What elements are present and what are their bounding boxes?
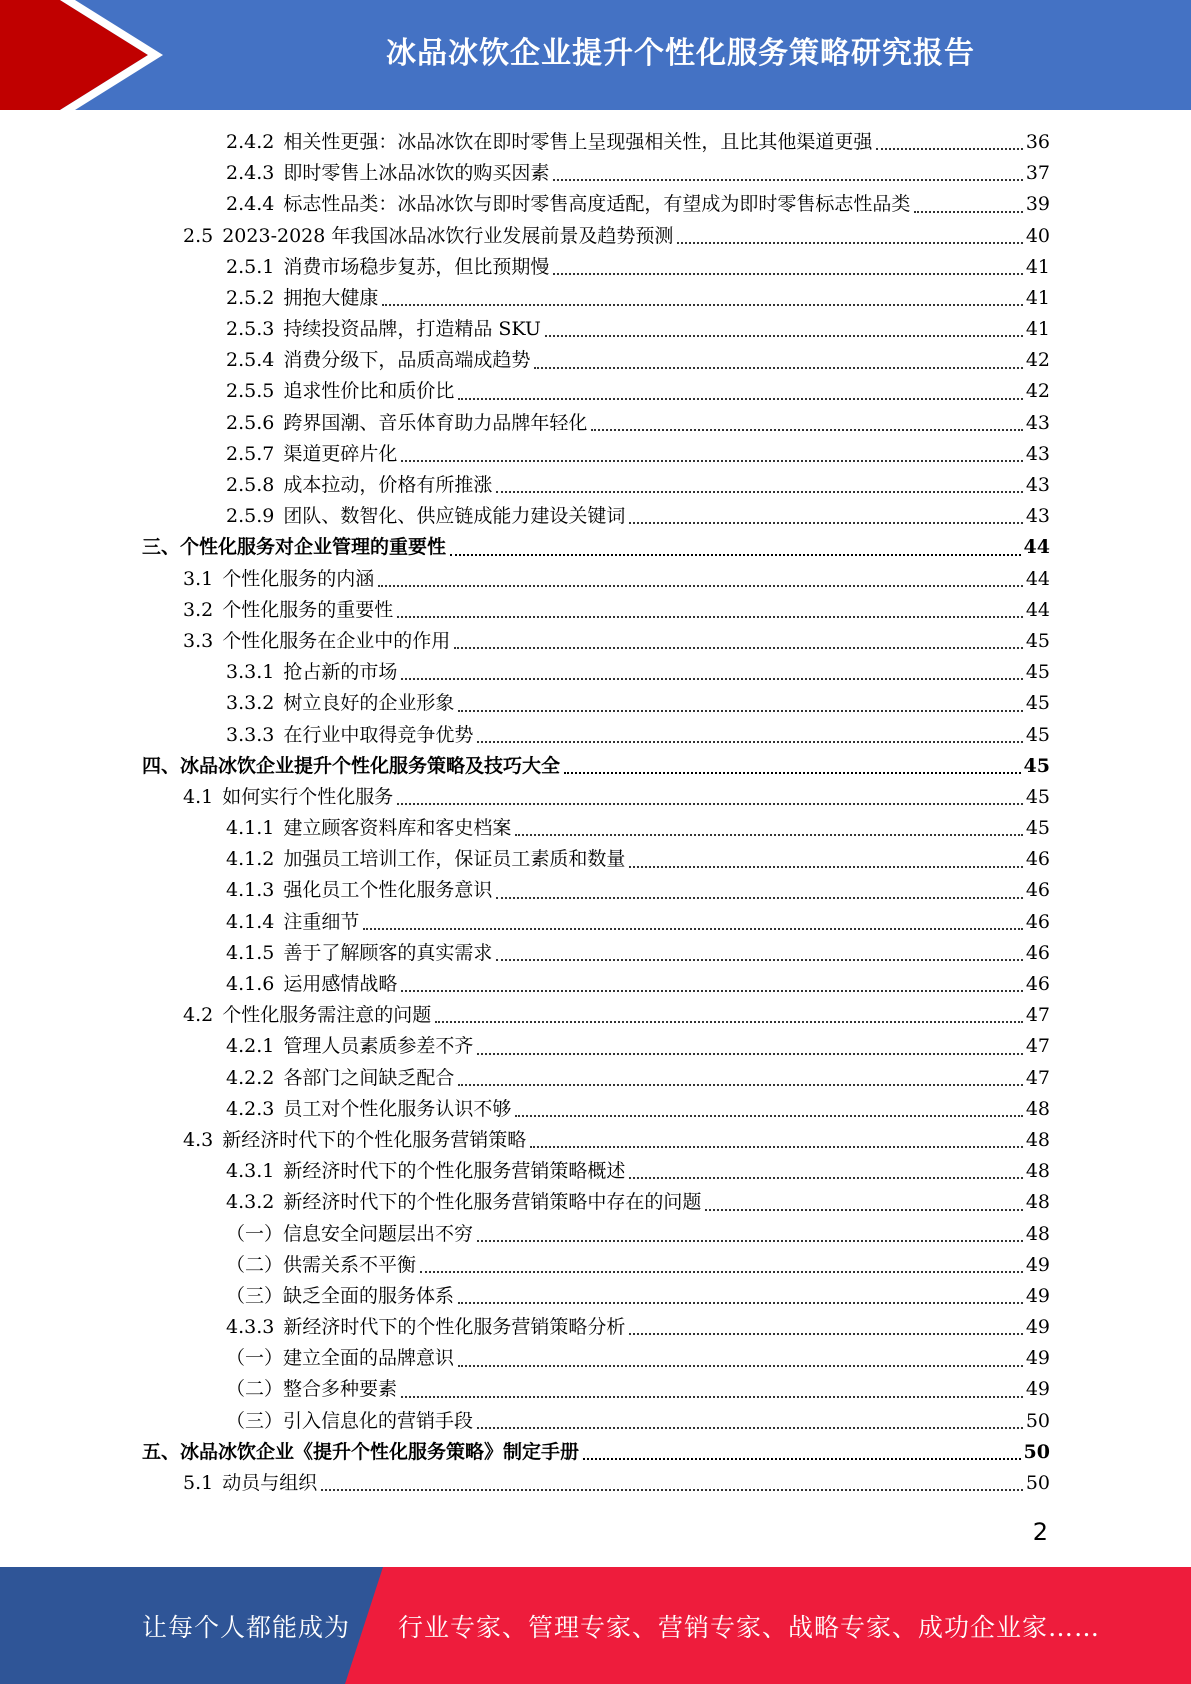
toc-entry-page: 45 xyxy=(1025,692,1050,715)
toc-dot-leader xyxy=(629,1176,1022,1179)
toc-entry-title: 新经济时代下的个性化服务营销策略概述 xyxy=(283,1160,626,1183)
toc-entry-title: 新经济时代下的个性化服务营销策略中存在的问题 xyxy=(283,1191,702,1214)
toc-entry-title: （二）供需关系不平衡 xyxy=(226,1253,417,1276)
toc-entry[interactable] xyxy=(142,813,1050,844)
toc-entry-page: 47 xyxy=(1025,1004,1050,1027)
toc-entry[interactable] xyxy=(142,252,1050,283)
toc-dot-leader xyxy=(629,521,1022,524)
toc-entry[interactable] xyxy=(142,1343,1050,1374)
toc-entry-number: 2.5.7 xyxy=(226,442,275,465)
toc-entry-title: 善于了解顾客的真实需求 xyxy=(283,941,493,964)
toc-dot-leader xyxy=(496,958,1022,961)
toc-entry-page: 48 xyxy=(1025,1097,1050,1120)
toc-entry-number: 5.1 xyxy=(183,1472,214,1495)
toc-dot-leader xyxy=(534,366,1022,369)
toc-entry[interactable] xyxy=(142,751,1050,782)
toc-dot-leader xyxy=(583,1457,1021,1460)
toc-entry[interactable] xyxy=(142,501,1050,532)
toc-entry-page: 36 xyxy=(1025,130,1050,153)
toc-entry-title: 注重细节 xyxy=(283,910,360,933)
toc-entry-number: 4.1 xyxy=(183,785,214,808)
toc-entry-title: 跨界国潮、音乐体育助力品牌年轻化 xyxy=(283,411,588,434)
toc-entry-page: 45 xyxy=(1025,723,1050,746)
toc-dot-leader xyxy=(477,1426,1023,1429)
toc-entry[interactable] xyxy=(142,1125,1050,1156)
toc-entry-number: 2.5.4 xyxy=(226,349,275,372)
toc-dot-leader xyxy=(401,1395,1023,1398)
toc-entry-number: 2.5.8 xyxy=(226,474,275,497)
toc-entry-number: 4.3.1 xyxy=(226,1160,275,1183)
toc-entry-title: 员工对个性化服务认识不够 xyxy=(283,1097,512,1120)
toc-dot-leader xyxy=(591,428,1022,431)
toc-entry-number: 2.4.2 xyxy=(226,130,275,153)
toc-entry-title: 运用感情战略 xyxy=(283,973,398,996)
toc-entry[interactable] xyxy=(142,969,1050,1000)
toc-dot-leader xyxy=(496,490,1022,493)
toc-entry-number: 4.3.3 xyxy=(226,1316,275,1339)
toc-entry-title: 渠道更碎片化 xyxy=(283,442,398,465)
toc-entry[interactable] xyxy=(142,657,1050,688)
toc-entry-title: 四、冰品冰饮企业提升个性化服务策略及技巧大全 xyxy=(142,754,561,777)
toc-entry-title: 消费市场稳步复苏，但比预期慢 xyxy=(283,255,550,278)
toc-dot-leader xyxy=(458,1083,1022,1086)
toc-dot-leader xyxy=(677,241,1022,244)
toc-entry[interactable] xyxy=(142,1094,1050,1125)
toc-entry-page: 44 xyxy=(1025,567,1050,590)
toc-dot-leader xyxy=(876,147,1022,150)
toc-entry-title: 个性化服务的内涵 xyxy=(222,567,375,590)
toc-entry-number: 4.3 xyxy=(183,1128,214,1151)
toc-entry-number: 4.2 xyxy=(183,1004,214,1027)
toc-entry[interactable] xyxy=(142,408,1050,439)
toc-entry-title: 个性化服务需注意的问题 xyxy=(222,1004,432,1027)
toc-dot-leader xyxy=(397,802,1023,805)
toc-entry-page: 45 xyxy=(1025,785,1050,808)
toc-entry-number: 4.2.1 xyxy=(226,1035,275,1058)
toc-entry[interactable] xyxy=(142,1437,1050,1468)
toc-entry[interactable] xyxy=(142,1000,1050,1031)
toc-entry-page: 48 xyxy=(1025,1191,1050,1214)
toc-entry-number: 4.1.1 xyxy=(226,817,275,840)
toc-dot-leader xyxy=(705,1208,1022,1211)
toc-dot-leader xyxy=(450,553,1021,556)
toc-entry-title: 在行业中取得竞争优势 xyxy=(283,723,474,746)
toc-entry[interactable] xyxy=(142,907,1050,938)
toc-entry-title: 拥抱大健康 xyxy=(283,286,379,309)
toc-dot-leader xyxy=(477,1239,1023,1242)
toc-entry-number: 4.2.2 xyxy=(226,1066,275,1089)
toc-entry-number: 3.1 xyxy=(183,567,214,590)
page-number: 2 xyxy=(1032,1518,1048,1546)
toc-entry[interactable] xyxy=(142,688,1050,719)
toc-entry-page: 45 xyxy=(1023,754,1050,777)
toc-dot-leader xyxy=(553,272,1022,275)
toc-entry-title: （二）整合多种要素 xyxy=(226,1378,398,1401)
page-header xyxy=(0,0,1191,110)
toc-entry-number: 4.1.2 xyxy=(226,848,275,871)
toc-entry-page: 45 xyxy=(1025,817,1050,840)
toc-entry-title: （三）引入信息化的营销手段 xyxy=(226,1409,474,1432)
toc-dot-leader xyxy=(458,397,1022,400)
toc-dot-leader xyxy=(914,210,1022,213)
toc-entry-page: 50 xyxy=(1023,1440,1050,1463)
toc-dot-leader xyxy=(401,459,1022,462)
toc-entry-number: 4.1.5 xyxy=(226,941,275,964)
toc-entry-number: 4.3.2 xyxy=(226,1191,275,1214)
toc-dot-leader xyxy=(496,896,1022,899)
toc-entry[interactable] xyxy=(142,221,1050,252)
toc-dot-leader xyxy=(629,865,1022,868)
toc-entry-page: 49 xyxy=(1025,1347,1050,1370)
toc-entry-number: 2.5.3 xyxy=(226,318,275,341)
toc-entry-number: 2.5.1 xyxy=(226,255,275,278)
toc-entry-title: （一）建立全面的品牌意识 xyxy=(226,1347,455,1370)
toc-entry-title: （三）缺乏全面的服务体系 xyxy=(226,1284,455,1307)
toc-entry-title: 追求性价比和质价比 xyxy=(283,380,455,403)
toc-entry-title: 动员与组织 xyxy=(222,1472,318,1495)
toc-dot-leader xyxy=(420,1270,1023,1273)
toc-entry-title: 树立良好的企业形象 xyxy=(283,692,455,715)
toc-entry[interactable] xyxy=(142,1063,1050,1094)
toc-entry[interactable] xyxy=(142,283,1050,314)
toc-entry-page: 44 xyxy=(1023,536,1050,559)
toc-dot-leader xyxy=(477,740,1022,743)
toc-entry-page: 44 xyxy=(1025,598,1050,621)
toc-entry-number: 2.5 xyxy=(183,224,214,247)
toc-entry-title: （一）信息安全问题层出不穷 xyxy=(226,1222,474,1245)
toc-entry-page: 41 xyxy=(1025,286,1050,309)
toc-entry[interactable] xyxy=(142,1312,1050,1343)
toc-entry-title: 三、个性化服务对企业管理的重要性 xyxy=(142,536,447,559)
toc-entry-page: 48 xyxy=(1025,1222,1050,1245)
toc-entry-title: 加强员工培训工作，保证员工素质和数量 xyxy=(283,848,626,871)
toc-entry-number: 2.5.9 xyxy=(226,505,275,528)
toc-dot-leader xyxy=(515,1114,1022,1117)
toc-entry-page: 49 xyxy=(1025,1253,1050,1276)
toc-entry-page: 43 xyxy=(1025,442,1050,465)
toc-entry-page: 39 xyxy=(1025,193,1050,216)
toc-dot-leader xyxy=(401,989,1022,992)
toc-entry[interactable] xyxy=(142,564,1050,595)
toc-entry-number: 2.5.5 xyxy=(226,380,275,403)
toc-entry-number: 3.3.2 xyxy=(226,692,275,715)
toc-entry[interactable] xyxy=(142,377,1050,408)
toc-dot-leader xyxy=(530,1145,1023,1148)
toc-entry-page: 41 xyxy=(1025,318,1050,341)
toc-entry-title: 个性化服务在企业中的作用 xyxy=(222,629,451,652)
toc-entry-number: 4.1.3 xyxy=(226,879,275,902)
toc-entry[interactable] xyxy=(142,470,1050,501)
toc-entry-title: 相关性更强：冰品冰饮在即时零售上呈现强相关性，且比其他渠道更强 xyxy=(283,130,873,153)
toc-entry-page: 42 xyxy=(1025,380,1050,403)
toc-entry[interactable] xyxy=(142,938,1050,969)
toc-entry[interactable] xyxy=(142,345,1050,376)
toc-entry-page: 46 xyxy=(1025,910,1050,933)
toc-entry-number: 2.4.4 xyxy=(226,193,275,216)
toc-dot-leader xyxy=(458,1301,1023,1304)
toc-entry-title: 消费分级下，品质高端成趋势 xyxy=(283,349,531,372)
toc-entry-page: 48 xyxy=(1025,1160,1050,1183)
toc-entry-page: 43 xyxy=(1025,474,1050,497)
toc-entry-page: 37 xyxy=(1025,162,1050,185)
toc-entry[interactable] xyxy=(142,1187,1050,1218)
toc-entry[interactable] xyxy=(142,1156,1050,1187)
toc-entry-number: 4.1.4 xyxy=(226,910,275,933)
toc-entry-number: 3.3 xyxy=(183,629,214,652)
toc-entry-title: 团队、数智化、供应链成能力建设关键词 xyxy=(283,505,626,528)
toc-entry[interactable] xyxy=(142,1031,1050,1062)
toc-dot-leader xyxy=(553,178,1022,181)
toc-dot-leader xyxy=(515,833,1022,836)
toc-entry-title: 即时零售上冰品冰饮的购买因素 xyxy=(283,162,550,185)
toc-entry[interactable] xyxy=(142,439,1050,470)
toc-entry-number: 2.4.3 xyxy=(226,162,275,185)
toc-dot-leader xyxy=(397,615,1023,618)
toc-entry-title: 管理人员素质参差不齐 xyxy=(283,1035,474,1058)
toc-entry[interactable] xyxy=(142,1250,1050,1281)
toc-entry-title: 强化员工个性化服务意识 xyxy=(283,879,493,902)
toc-entry[interactable] xyxy=(142,1406,1050,1437)
toc-dot-leader xyxy=(629,1332,1022,1335)
table-of-contents xyxy=(142,127,1050,1499)
toc-entry-page: 47 xyxy=(1025,1066,1050,1089)
toc-entry-number: 3.3.1 xyxy=(226,661,275,684)
toc-entry-title: 五、冰品冰饮企业《提升个性化服务策略》制定手册 xyxy=(142,1440,580,1463)
toc-entry-title: 新经济时代下的个性化服务营销策略分析 xyxy=(283,1316,626,1339)
toc-entry-title: 成本拉动，价格有所推涨 xyxy=(283,474,493,497)
toc-entry[interactable] xyxy=(142,189,1050,220)
toc-entry-page: 46 xyxy=(1025,941,1050,964)
toc-entry-number: 3.2 xyxy=(183,598,214,621)
toc-entry[interactable] xyxy=(142,1468,1050,1499)
toc-entry[interactable] xyxy=(142,1375,1050,1406)
toc-entry-page: 50 xyxy=(1025,1409,1050,1432)
toc-entry-number: 4.2.3 xyxy=(226,1097,275,1120)
toc-entry-page: 45 xyxy=(1025,661,1050,684)
toc-entry-number: 4.1.6 xyxy=(226,973,275,996)
toc-entry-page: 50 xyxy=(1025,1472,1050,1495)
toc-entry-title: 各部门之间缺乏配合 xyxy=(283,1066,455,1089)
toc-entry-page: 45 xyxy=(1025,629,1050,652)
toc-entry-page: 47 xyxy=(1025,1035,1050,1058)
toc-entry[interactable] xyxy=(142,876,1050,907)
toc-entry-title: 标志性品类：冰品冰饮与即时零售高度适配，有望成为即时零售标志性品类 xyxy=(283,193,911,216)
toc-dot-leader xyxy=(363,927,1022,930)
toc-dot-leader xyxy=(454,646,1023,649)
toc-dot-leader xyxy=(545,334,1023,337)
toc-entry[interactable] xyxy=(142,1281,1050,1312)
toc-dot-leader xyxy=(382,303,1022,306)
toc-entry-page: 46 xyxy=(1025,879,1050,902)
toc-entry-title: 建立顾客资料库和客史档案 xyxy=(283,817,512,840)
toc-dot-leader xyxy=(378,584,1023,587)
toc-entry[interactable] xyxy=(142,595,1050,626)
toc-dot-leader xyxy=(564,771,1021,774)
toc-entry[interactable] xyxy=(142,1219,1050,1250)
toc-entry[interactable] xyxy=(142,782,1050,813)
toc-entry[interactable] xyxy=(142,127,1050,158)
toc-entry-title: 抢占新的市场 xyxy=(283,661,398,684)
toc-entry-page: 48 xyxy=(1025,1128,1050,1151)
toc-entry-number: 3.3.3 xyxy=(226,723,275,746)
toc-entry-page: 49 xyxy=(1025,1284,1050,1307)
toc-entry[interactable] xyxy=(142,720,1050,751)
footer-slogan-right: 行业专家、管理专家、营销专家、战略专家、成功企业家…… xyxy=(398,1612,1101,1642)
toc-dot-leader xyxy=(477,1052,1022,1055)
toc-entry[interactable] xyxy=(142,844,1050,875)
toc-entry-page: 43 xyxy=(1025,505,1050,528)
toc-entry-page: 41 xyxy=(1025,255,1050,278)
toc-entry-number: 2.5.2 xyxy=(226,286,275,309)
toc-entry-page: 49 xyxy=(1025,1378,1050,1401)
report-title: 冰品冰饮企业提升个性化服务策略研究报告 xyxy=(386,36,975,71)
toc-entry-page: 40 xyxy=(1025,224,1050,247)
toc-entry-title: 2023-2028 年我国冰品冰饮行业发展前景及趋势预测 xyxy=(222,224,674,247)
toc-entry[interactable] xyxy=(142,158,1050,189)
toc-entry[interactable] xyxy=(142,532,1050,563)
toc-entry-title: 新经济时代下的个性化服务营销策略 xyxy=(222,1128,527,1151)
toc-dot-leader xyxy=(401,677,1022,680)
toc-entry-title: 如何实行个性化服务 xyxy=(222,785,394,808)
toc-dot-leader xyxy=(321,1488,1023,1491)
toc-entry[interactable] xyxy=(142,314,1050,345)
toc-entry-page: 42 xyxy=(1025,349,1050,372)
toc-dot-leader xyxy=(458,709,1022,712)
toc-entry-page: 46 xyxy=(1025,848,1050,871)
toc-entry[interactable] xyxy=(142,626,1050,657)
toc-entry-title: 个性化服务的重要性 xyxy=(222,598,394,621)
toc-entry-page: 43 xyxy=(1025,411,1050,434)
footer-slogan-left: 让每个人都能成为 xyxy=(142,1612,351,1642)
toc-entry-page: 49 xyxy=(1025,1316,1050,1339)
toc-entry-number: 2.5.6 xyxy=(226,411,275,434)
toc-dot-leader xyxy=(435,1020,1023,1023)
toc-dot-leader xyxy=(458,1364,1023,1367)
page-footer xyxy=(0,1567,1191,1684)
toc-entry-title: 持续投资品牌，打造精品 SKU xyxy=(283,318,541,341)
toc-entry-page: 46 xyxy=(1025,973,1050,996)
